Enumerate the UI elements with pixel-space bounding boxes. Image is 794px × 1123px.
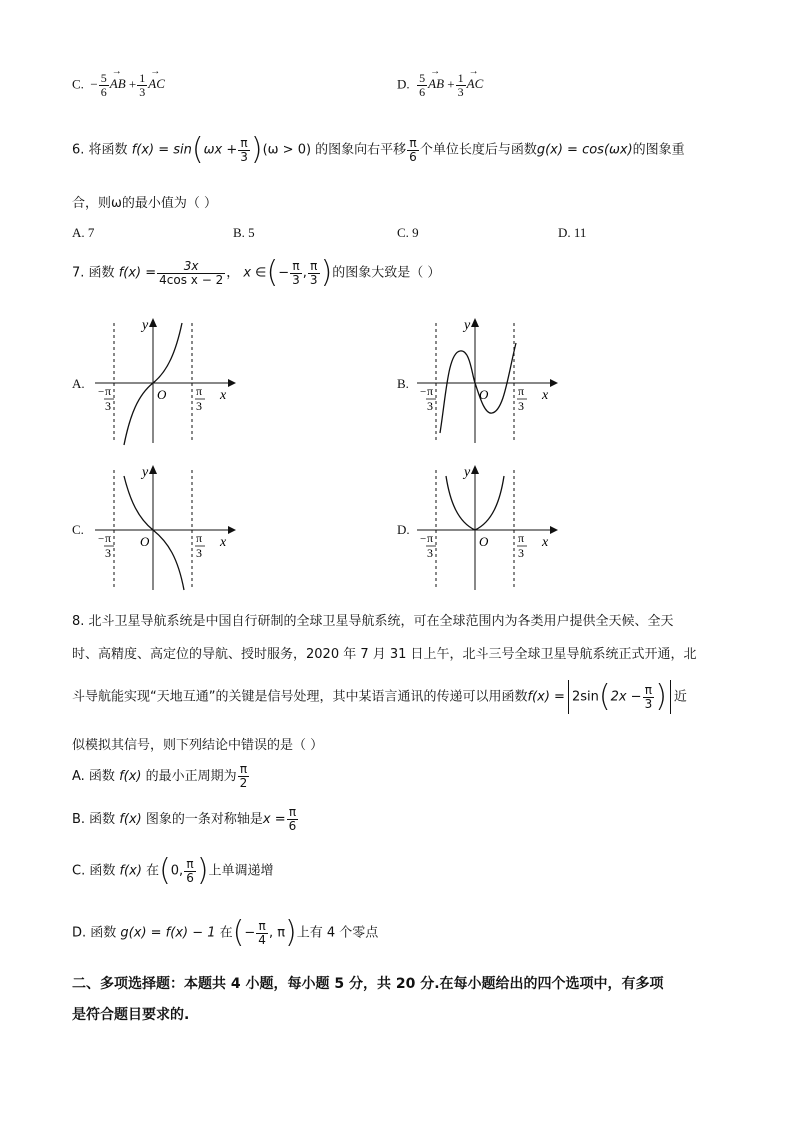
x-axis-arrow [550,379,558,387]
origin-label: O [479,534,489,549]
q5-option-c: C. − $\frac{5}{6}$ → AB + $\frac{1}{3}$ → AC [72,72,165,99]
q6-option-a: A. 7 [72,225,95,240]
neg-pi: π [105,384,112,398]
curve [440,343,516,433]
neg-sign: − [98,386,105,398]
y-label: y [142,318,149,333]
pos-pi: π [518,531,525,545]
q6-option-b: B. 5 [233,225,255,240]
pos-three: 3 [196,546,202,560]
q7-graph-c [90,462,240,594]
neg-sign: − [420,386,427,398]
q7-graph-a [90,315,240,447]
origin-label: O [157,387,167,402]
q6-option-c: C. 9 [397,225,419,240]
q8-stem-line1: 8. 北斗卫星导航系统是中国自行研制的全球卫星导航系统，可在全球范围内为各类用户提供全天候、全天 [72,614,674,629]
neg-three: 3 [105,546,111,560]
q7-stem: 7. 函数 f(x) = $\frac{3x}{\text{4cos x − 2}}$ ， x ∈(− $\frac{\pi}{3}$ , $\frac{\pi}{3}$ )的图象大致是（ ） [72,255,441,290]
q7-graph-d [412,462,562,594]
pos-three: 3 [518,546,524,560]
y-label: y [464,318,471,333]
q8-option-a: A. 函数 f(x) 的最小正周期为 $\frac{\pi}{2}$ [72,762,248,790]
pos-pi: π [196,384,203,398]
x-label: x [220,388,227,403]
q7-graph-b-label: B. [397,376,409,391]
x-label: x [542,535,549,550]
origin-label: O [479,387,489,402]
neg-three: 3 [427,399,433,413]
curve [124,476,184,590]
q6-stem-line2: 合，则ω的最小值为（ ） [72,196,218,211]
q7-graph-d-label: D. [397,522,410,537]
x-axis-arrow [228,379,236,387]
q8-option-c: C. 函数 f(x) 在(0, $\frac{\pi}{6}$ )上单调递增 [72,853,274,888]
neg-three: 3 [427,546,433,560]
y-axis-arrow [149,465,157,474]
x-label: x [542,388,549,403]
section2-heading-line1: 二、多项选择题：本题共 4 小题，每小题 5 分，共 20 分.在每小题给出的四个选项中，有多项 [72,976,664,992]
neg-three: 3 [105,399,111,413]
neg-pi: π [427,384,434,398]
q8-option-b: B. 函数 f(x) 图象的一条对称轴是x = $\frac{\pi}{6}$ [72,805,297,833]
neg-pi: π [427,531,434,545]
q8-stem-line4: 似模拟其信号，则下列结论中错误的是（ ） [72,738,324,753]
neg-sign: − [98,533,105,545]
y-axis-arrow [471,465,479,474]
q6-stem-line1: 6. 将函数 f(x) = sin(ωx + $\frac{\pi}{3}$ )(ω > 0) 的图象向右平移 $\frac{\pi}{6}$ 个单位长度后与函数g(x) = cos(ωx)的图象重 [72,132,685,167]
q7-graph-c-label: C. [72,522,84,537]
q8-stem-line2: 时、高精度、高定位的导航、授时服务，2020 年 7 月 31 日上午，北斗三号全球卫星导航系统正式开通，北 [72,647,697,662]
pos-three: 3 [196,399,202,413]
y-axis-arrow [471,318,479,327]
q6-option-d: D. 11 [558,225,587,240]
neg-pi: π [105,531,112,545]
pos-pi: π [518,384,525,398]
x-axis-arrow [228,526,236,534]
section2-heading-line2: 是符合题目要求的. [72,1007,190,1023]
origin-label: O [140,534,150,549]
y-label: y [464,465,471,480]
x-axis-arrow [550,526,558,534]
x-label: x [220,535,227,550]
neg-sign: − [420,533,427,545]
q5-option-d: D. $\frac{5}{6}$ → AB + $\frac{1}{3}$ → AC [397,72,483,99]
q8-stem-line3: 斗导航能实现“天地互通”的关键是信号处理，其中某语言通讯的传递可以用函数f(x) = 2sin(2x − $\frac{\pi}{3}$ ) 近 [72,679,687,714]
q7-graph-b [412,315,562,447]
y-axis-arrow [149,318,157,327]
pos-pi: π [196,531,203,545]
q8-option-d: D. 函数 g(x) = f(x) − 1 在(− $\frac{\pi}{4}$ , π)上有 4 个零点 [72,915,379,950]
pos-three: 3 [518,399,524,413]
y-label: y [142,465,149,480]
q7-graph-a-label: A. [72,376,85,391]
